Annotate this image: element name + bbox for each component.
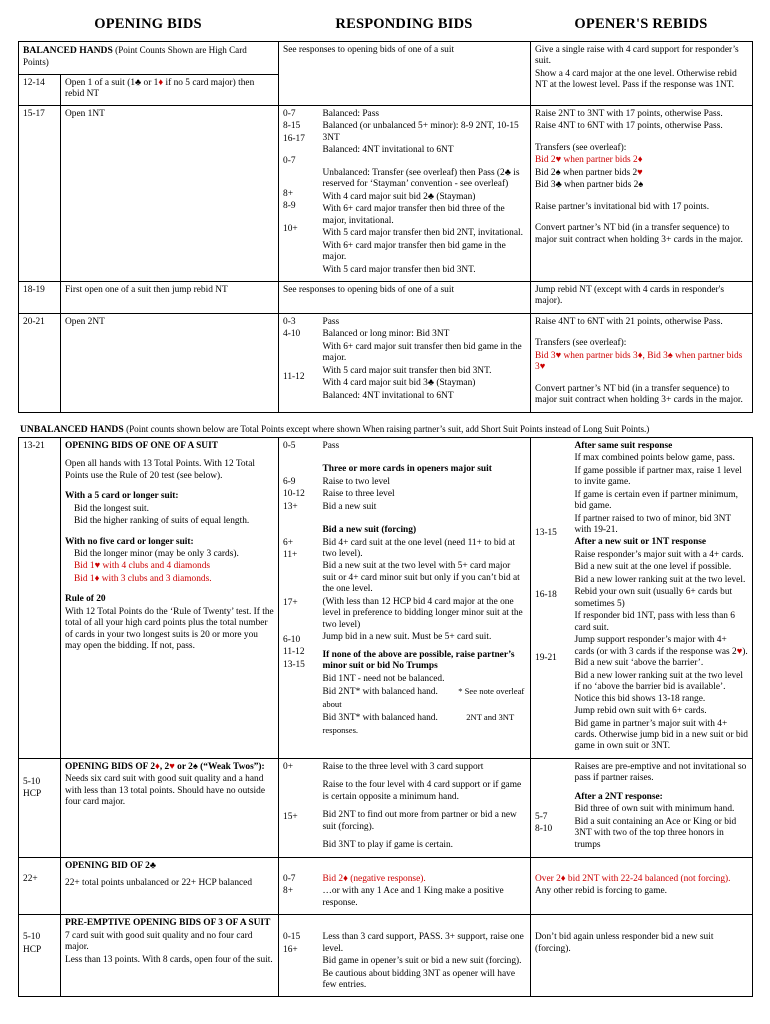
balanced-title: BALANCED HANDS: [23, 45, 113, 56]
unbalanced-title: UNBALANCED HANDS: [20, 423, 124, 435]
balanced-respond-1: [279, 42, 531, 106]
rebid-after-2nt: Raise 4NT to 6NT with 21 points, otherwise Pass. Transfers (see overleaf): Bid 3♥ when partner bids 3♦, Bid 3♠ when partner bids 3♥ Convert partner’s NT bid (in a transfer sequence) to major suit contract when holding 3+ cards in the major.: [531, 313, 753, 412]
column-headers: [18, 16, 752, 33]
points-5-10-hcp-preempt: 5-10 HCP: [19, 915, 61, 997]
balanced-note: (Point Counts Shown are High Card Points): [23, 45, 247, 68]
unbalanced-note: (Point counts shown below are Total Points except where shown When raising partner’s suit, add Short Suit Points instead of Long Suit Points.): [126, 423, 650, 434]
header-opening-bids: OPENING BIDS: [94, 16, 202, 32]
responses-weak-twos-text: Raise to the three level with 3 card support Raise to the four level with 4 card support or if game is certain opposite a minimum hand. Bid 2NT to find out more from partner or bid a new suit (forcing). Bid 3NT to play if game is certain.: [319, 758, 531, 857]
response-2nt-line: Bid 2NT* with balanced hand. * See note overleaf about: [322, 686, 525, 709]
header-openers-rebids: OPENER'S REBIDS: [574, 16, 708, 32]
rebid-intro-line-2: Show a 4 card major at the one level. Otherwise rebid NT at the lowest level. Pass if the response was 1NT.: [535, 68, 737, 91]
opening-weak-twos: OPENING BIDS OF 2♦, 2♥ or 2♠ (“Weak Twos”): Needs six card suit with good suit quality and a hand with less than 13 total points. Should have no outside four card major.: [61, 758, 279, 857]
points-13-21: 13-21: [19, 437, 61, 758]
opening-two-clubs: OPENING BID OF 2♣ 22+ total points unbalanced or 22+ HCP balanced: [61, 857, 279, 914]
response-2d-negative: Bid 2♦ (negative response).: [322, 873, 426, 884]
bid-1h-line: Bid 1♥ with 4 clubs and 4 diamonds: [74, 561, 211, 572]
responses-preemptive-points: 0-15 16+: [279, 915, 319, 997]
open-12-14: Open 1 of a suit (1♣ or 1♦ if no 5 card major) then rebid NT: [61, 74, 279, 105]
rebid-intro-line-1: Give a single raise with 4 card support for responder’s suit.: [535, 45, 739, 67]
respond-text: See responses to opening bids of one of a suit: [283, 45, 455, 55]
points-15-17: 15-17: [19, 105, 61, 281]
responses-preemptive-text: Less than 3 card support, PASS. 3+ support, raise one level. Bid game in opener’s suit or bid a new suit (forcing). Be cautious about bidding 3NT as opener will have few entries.: [319, 915, 531, 997]
opening-preemptive-threes: PRE-EMPTIVE OPENING BIDS OF 3 OF A SUIT 7 card suit with good suit quality and no four card major. Less than 13 points. With 8 cards, open four of the suit.: [61, 915, 279, 997]
rebids-two-clubs: Over 2♦ bid 2NT with 22-24 balanced (not forcing). Any other rebid is forcing to game.: [531, 857, 753, 914]
rebid-18-19: Jump rebid NT (except with 4 cards in responder's major).: [531, 281, 753, 313]
unbalanced-hands-table: [18, 437, 753, 998]
unbalanced-section-two-clubs: [19, 857, 753, 914]
twont-response-text: Pass Balanced or long minor: Bid 3NT With 6+ card major suit transfer then bid game in the major. With 5 card major suit transfer then bid 3NT. With 4 card major suit bid 3♣ (Stayman) Balanced: 4NT invitational to 6NT: [319, 313, 531, 412]
header-responding-bids: RESPONDING BIDS: [335, 16, 473, 32]
balanced-title-cell: [19, 42, 279, 75]
twont-response-points: 0-3 4-10 11-12: [279, 313, 319, 412]
respond-18-19: See responses to opening bids of one of a suit: [279, 281, 531, 313]
nt-response-points: 0-7 8-15 16-17 0-7 8+ 8-9 10+: [279, 105, 319, 281]
rebid-2d-line: Over 2♦ bid 2NT with 22-24 balanced (not forcing).: [535, 873, 731, 884]
response-3nt-line: Bid 3NT* with balanced hand. 2NT and 3NT responses.: [322, 712, 515, 735]
balanced-row-18-19: [19, 281, 753, 313]
responses-weak-twos-points: 0+ 15+: [279, 758, 319, 857]
rebids-weak-twos-points: 5-7 8-10: [531, 758, 571, 857]
balanced-title-row: [19, 42, 753, 75]
rebid-after-1nt: Raise 2NT to 3NT with 17 points, otherwise Pass. Raise 4NT to 6NT with 17 points, otherwise Pass. Transfers (see overleaf): Bid 2♥ when partner bids 2♦ Bid 2♠ when partner bids 2♥ Bid 3♣ when partner bids 2♠ Raise partner’s invitational bid with 17 points. Convert partner’s NT bid (in a transfer sequence) to major suit contract when holding 3+ cards in the major.: [531, 105, 753, 281]
unbalanced-section-weak-twos: [19, 758, 753, 857]
rebids-one-of-a-suit-points: 13-15 16-18 19-21: [531, 437, 571, 758]
unbalanced-heading: [18, 422, 752, 437]
bid-1d-line: Bid 1♦ with 3 clubs and 3 diamonds.: [74, 573, 212, 584]
opening-one-of-a-suit: OPENING BIDS OF ONE OF A SUIT Open all hands with 13 Total Points. With 12 Total Points use the Rule of 20 test (see below). With a 5 card or longer suit: Bid the longest suit. Bid the higher ranking of suits of equal length. With no five card or longer suit: Bid the longer minor (may be only 3 cards). Bid 1♥ with 4 clubs and 4 diamonds Bid 1♦ with 3 clubs and 3 diamonds. Rule of 20 With 12 Total Points do the ‘Rule of Twenty’ test. If the total of all your high card points plus the total number of cards in your two longest suits is 20 or more you may open the bidding. If not, pass.: [61, 437, 279, 758]
responses-two-clubs-points: 0-7 8+: [279, 857, 319, 914]
rebids-preemptive: Don’t bid again unless responder bid a new suit (forcing).: [531, 915, 753, 997]
open-18-19: First open one of a suit then jump rebid NT: [61, 281, 279, 313]
points-12-14: 12-14: [19, 74, 61, 105]
transfer-line: Bid 3♣ when partner bids 2♠: [535, 180, 644, 191]
open-15-17: Open 1NT: [61, 105, 279, 281]
transfers-title-2nt: Transfers (see overleaf):: [535, 338, 627, 349]
unbalanced-section-one-of-a-suit: [19, 437, 753, 758]
responses-one-of-a-suit-points: 0-5 6-9 10-12 13+ 6+ 11+ 17+ 6-10 11-12 13-15: [279, 437, 319, 758]
nt-response-text: Balanced: Pass Balanced (or unbalanced 5+ minor): 8-9 2NT, 10-15 3NT Balanced: 4NT invitational to 6NT Unbalanced: Transfer (see overleaf) then Pass (2♣ is reserved for ‘Stayman’ convention - see overleaf) With 4 card major suit bid 2♣ (Stayman) With 6+ card major transfer then bid three of the major, invitational. With 5 card major transfer then bid 2NT, invitational. With 6+ card major transfer then bid game in the major. With 5 card major transfer then bid 3NT.: [319, 105, 531, 281]
transfers-title: Transfers (see overleaf):: [535, 142, 627, 153]
points-22-plus: 22+: [19, 857, 61, 914]
responses-one-of-a-suit-text: Pass Three or more cards in openers major suit Raise to two level Raise to three level Bid a new suit Bid a new suit (forcing) Bid 4+ card suit at the one level (need 11+ to bid at two level). Bid a new suit at the two level with 5+ card major suit or 4+ card minor suit but only if you can’t bid at the one level. (With less than 12 HCP bid 4 card major at the one level in preference to bidding longer minor suit at the two level) Jump bid in a new suit. Must be 5+ card suit. If none of the above are possible, raise partner’s minor suit or bid No Trumps Bid 1NT - need not be balanced. Bid 2NT* with balanced hand. * See note overleaf about Bid 3NT* with balanced hand. 2NT and 3NT responses.: [319, 437, 531, 758]
rebids-one-of-a-suit-text: After same suit response If max combined points below game, pass. If game possible if partner max, raise 1 level to invite game. If game is certain even if partner minimum, bid game. If partner raised to two of minor, bid 3NT with 19-21. After a new suit or 1NT response Raise responder’s major suit with a 4+ cards. Bid a new suit at the one level if possible. Bid a new lower ranking suit at the two level. Rebid your own suit (usually 6+ cards but sometimes 5) If responder bid 1NT, pass with less than 6 card suit. Jump support responder’s major with 4+ cards (or with 3 cards if the response was 2♥). Bid a new suit ‘above the barrier’. Bid a new lower ranking suit at the two level if no ‘above the barrier bid is available’. Notice this bid shows 13-18 range. Jump rebid own suit with 6+ cards. Bid game in partner’s major suit with 4+ cards. Otherwise jump bid in a new suit or bid game in own suit or 3NT.: [571, 437, 753, 758]
balanced-row-15-17: [19, 105, 753, 281]
balanced-hands-table: [18, 41, 753, 413]
responses-two-clubs-text: Bid 2♦ (negative response). …or with any 1 Ace and 1 King make a positive response.: [319, 857, 531, 914]
balanced-row-20-21: [19, 313, 753, 412]
points-20-21: 20-21: [19, 313, 61, 412]
rebid-intro-cell: [531, 42, 753, 106]
transfer-line-2nt: Bid 3♥ when partner bids 3♦, Bid 3♠ when partner bids 3♥: [535, 350, 743, 373]
unbalanced-section-preemptive-threes: [19, 915, 753, 997]
points-5-10-hcp: 5-10 HCP: [19, 758, 61, 857]
transfer-line: Bid 2♥ when partner bids 2♦: [535, 155, 643, 166]
rebids-weak-twos-text: Raises are pre-emptive and not invitational so pass if partner raises. After a 2NT response: Bid three of own suit with minimum hand. Bid a suit containing an Ace or King or bid 3NT with two of the top three honors in trumps: [571, 758, 753, 857]
transfer-line: Bid 2♠ when partner bids 2♥: [535, 167, 643, 178]
open-20-21: Open 2NT: [61, 313, 279, 412]
points-18-19: 18-19: [19, 281, 61, 313]
